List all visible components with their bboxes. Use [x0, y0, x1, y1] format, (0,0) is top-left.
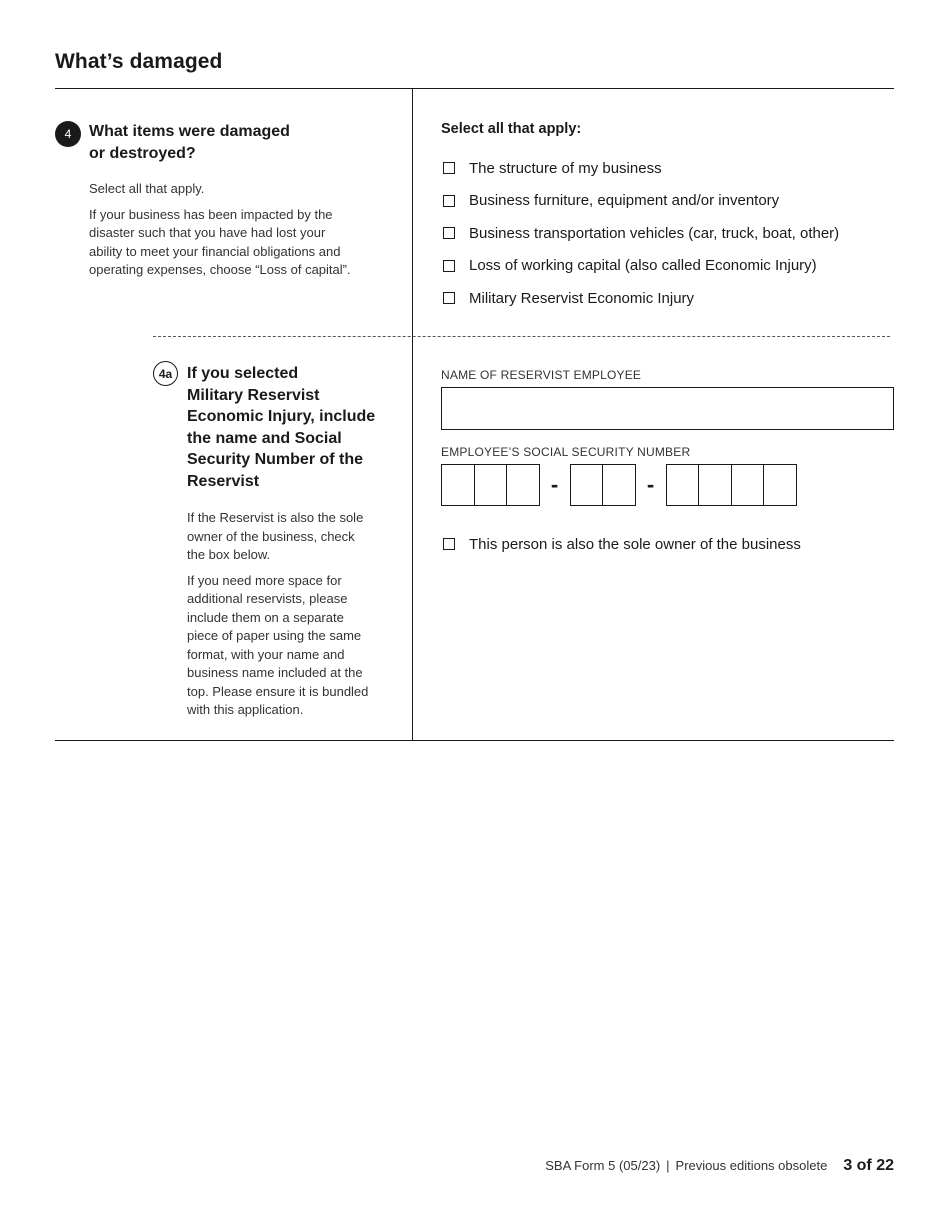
question-4a-heading-line: the name and Social [187, 429, 342, 447]
ssn-digit-input[interactable] [731, 464, 765, 506]
ssn-separator: - [550, 472, 559, 497]
form-id: SBA Form 5 (05/23) [545, 1158, 661, 1173]
help-line: include them on a separate [187, 609, 344, 625]
help-line: business name included at the [187, 665, 363, 680]
option-label: The structure of my business [469, 159, 662, 177]
question-4a-heading [187, 363, 402, 492]
question-4a-heading-line: If you selected [187, 365, 299, 382]
question-4a-heading-line: Military Reservist [187, 386, 320, 404]
option-label: Business furniture, equipment and/or inventory [469, 192, 780, 209]
options-label: Select all that apply: [441, 121, 582, 137]
option-working-capital[interactable] [441, 255, 891, 277]
ssn-digit-input[interactable] [474, 464, 508, 506]
option-military-reservist[interactable] [441, 287, 891, 309]
question-4a-heading-line: Economic Injury, include [187, 408, 376, 425]
question-4a-number-badge: 4a [153, 361, 178, 386]
option-structure[interactable] [441, 157, 891, 179]
help-line: the box below. [187, 547, 271, 562]
question-4a-heading-line: Security Number of the [187, 451, 364, 468]
help-line: If you need more space for [187, 572, 342, 588]
help-line: top. Please ensure it is bundled [187, 683, 369, 699]
page-title: What’s damaged [55, 50, 223, 73]
ssn-digit-input[interactable] [763, 464, 797, 506]
help-line: ability to meet your financial obligations and [89, 243, 341, 259]
help-line: piece of paper using the same [187, 628, 362, 643]
page-footer [545, 1157, 894, 1175]
question-4-help [89, 206, 399, 280]
reservist-name-input[interactable] [441, 387, 894, 430]
ssn-digit-input[interactable] [506, 464, 540, 506]
question-4-heading-line: What items were damaged [89, 123, 290, 140]
question-4-heading-line: or destroyed? [89, 144, 196, 162]
question-4a-heading-line: Reservist [187, 472, 260, 490]
checkbox-furniture-equipment[interactable] [443, 195, 455, 207]
section-bottom-divider [55, 740, 894, 741]
checkbox-sole-owner[interactable] [443, 538, 455, 550]
ssn-label: EMPLOYEE’S SOCIAL SECURITY NUMBER [441, 445, 691, 459]
checkbox-military-reservist[interactable] [443, 292, 455, 304]
option-label: Military Reservist Economic Injury [469, 289, 695, 307]
ssn-digit-input[interactable] [666, 464, 700, 506]
page-number: 3 of 22 [843, 1157, 894, 1174]
help-line: format, with your name and [187, 646, 345, 662]
option-label: This person is also the sole owner of the business [469, 535, 801, 553]
question-4-instruction: Select all that apply. [89, 181, 205, 196]
ssn-input-group [441, 464, 797, 506]
checkbox-working-capital[interactable] [443, 260, 455, 272]
help-line: with this application. [187, 702, 304, 717]
reservist-name-label: NAME OF RESERVIST EMPLOYEE [441, 368, 642, 382]
ssn-digit-input[interactable] [602, 464, 636, 506]
subsection-dashed-divider [153, 336, 890, 337]
question-4-heading [89, 121, 399, 164]
title-divider [55, 88, 894, 89]
checkbox-structure[interactable] [443, 162, 455, 174]
help-line: If the Reservist is also the sole [187, 510, 364, 525]
help-line: If your business has been impacted by the [89, 206, 333, 222]
damage-options-list [441, 157, 891, 309]
option-label: Loss of working capital (also called Economic Injury) [469, 257, 817, 274]
checkbox-transportation-vehicles[interactable] [443, 227, 455, 239]
question-4a-help-sole-owner [187, 509, 402, 565]
option-sole-owner[interactable] [441, 533, 801, 555]
ssn-digit-input[interactable] [570, 464, 604, 506]
ssn-separator: - [646, 472, 655, 497]
column-divider [412, 88, 413, 740]
help-line: additional reservists, please [187, 591, 348, 606]
question-4-number-badge: 4 [55, 121, 81, 147]
option-label: Business transportation vehicles (car, truck, boat, other) [469, 224, 840, 242]
question-4a-help-additional [187, 572, 402, 720]
option-furniture-equipment[interactable] [441, 190, 891, 212]
option-transportation-vehicles[interactable] [441, 222, 891, 244]
footer-note: Previous editions obsolete [675, 1158, 828, 1173]
footer-separator: | [666, 1158, 670, 1173]
help-line: operating expenses, choose “Loss of capital”. [89, 262, 351, 277]
ssn-digit-input[interactable] [441, 464, 475, 506]
question-4-text [89, 121, 399, 280]
ssn-digit-input[interactable] [698, 464, 732, 506]
help-line: disaster such that you have had lost your [89, 225, 326, 240]
help-line: owner of the business, check [187, 528, 355, 544]
question-4a-text [187, 363, 402, 720]
